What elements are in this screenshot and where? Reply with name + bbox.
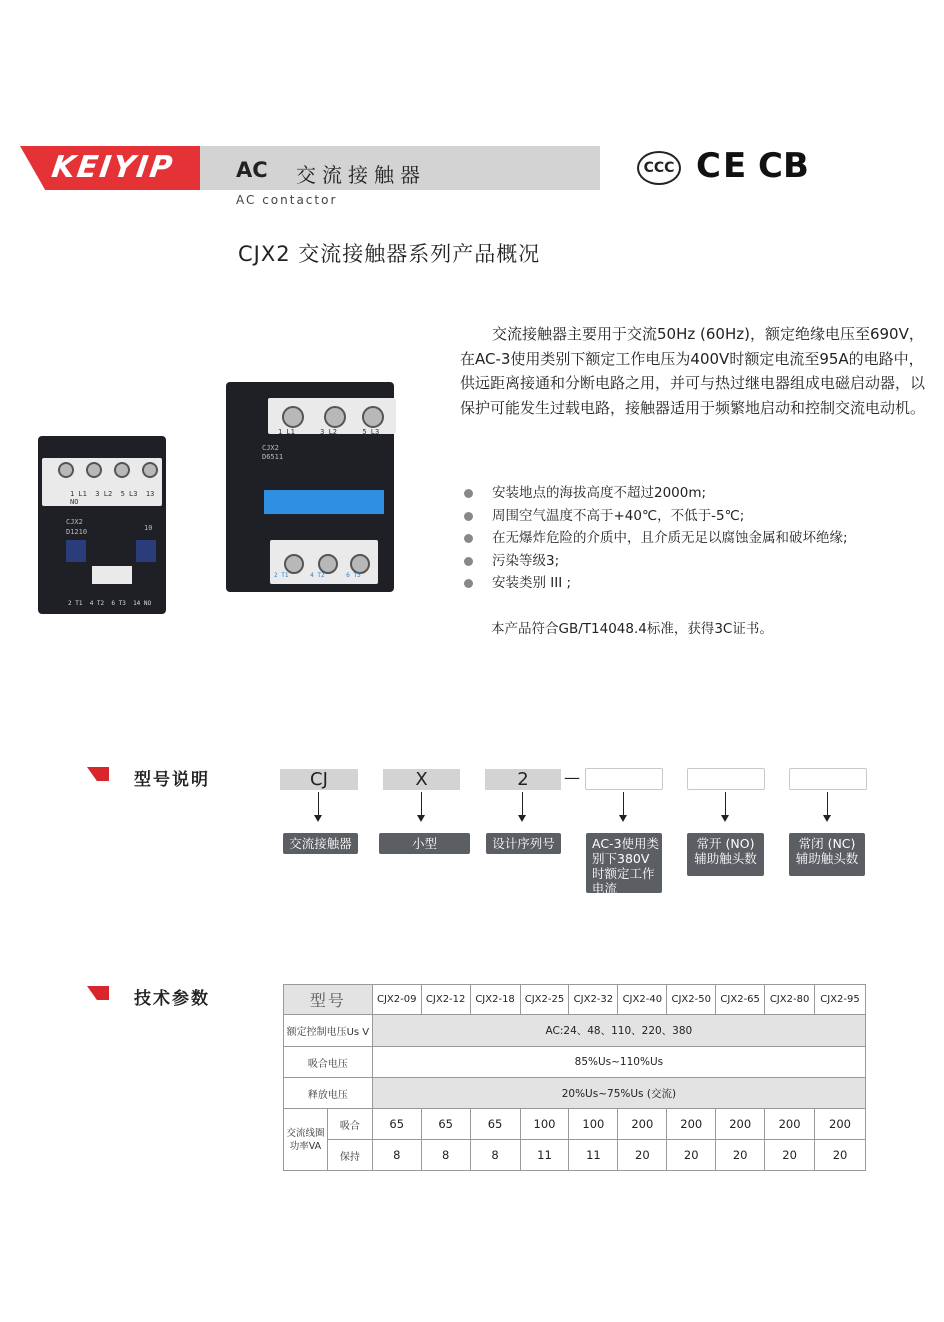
coil-pull-cell: 200 (618, 1109, 667, 1140)
table-row (284, 1047, 866, 1078)
bullet-icon (464, 557, 473, 566)
arrow-down-icon (721, 815, 729, 822)
bullet-icon (464, 534, 473, 543)
table-header-model: 型号 (284, 985, 373, 1015)
product-image-large (226, 382, 394, 592)
condition-text: 安装地点的海拔高度不超过2000m; (492, 485, 707, 501)
coil-hold-cell: 8 (470, 1140, 520, 1171)
coil-hold-cell: 20 (765, 1140, 815, 1171)
coil-hold-cell: 8 (372, 1140, 421, 1171)
table-row (284, 1109, 866, 1140)
large-terminal-top: 3 L2 (320, 428, 338, 436)
bullet-icon (464, 579, 473, 588)
table-row (284, 1015, 866, 1047)
coil-hold-cell: 20 (618, 1140, 667, 1171)
table-header-cell: CJX2-95 (815, 985, 866, 1015)
coil-pull-cell: 65 (470, 1109, 520, 1140)
list-item (464, 482, 934, 505)
condition-text: 周围空气温度不高于+40℃，不低于-5℃; (492, 507, 745, 524)
arrow-line (725, 792, 726, 816)
model-dash: — (564, 768, 580, 787)
list-item (464, 505, 934, 528)
cb-cert-icon: CB (758, 146, 809, 186)
large-terminal-bottom: 2 T1 (274, 572, 289, 579)
table-header-row (284, 985, 866, 1015)
large-terminal-bottom: 6 T3 (346, 572, 361, 579)
brand-logo: KEIYIP (49, 150, 177, 185)
product-image-small (38, 436, 166, 614)
list-item (464, 550, 934, 573)
standard-note: 本产品符合GB/T14048.4标准，获得3C证书。 (491, 621, 773, 637)
small-terminal-bottom: 2 T1 (68, 600, 83, 607)
table-header-cell: CJX2-80 (765, 985, 815, 1015)
model-code-cj: CJ (280, 769, 358, 790)
ccc-cert-label: CCC (643, 160, 675, 176)
header-ac-title-cn: 交流接触器 (296, 163, 426, 187)
row-label-control-voltage: 额定控制电压Us V (284, 1015, 373, 1047)
model-tag-nc-contacts: 常闭 (NC) 辅助触头数 (789, 833, 865, 876)
page-title: CJX2 交流接触器系列产品概况 (238, 242, 541, 266)
model-tag-small: 小型 (379, 833, 470, 854)
model-tag-current: AC-3使用类别下380V时额定工作电流 (586, 833, 662, 893)
coil-pull-cell: 65 (421, 1109, 470, 1140)
small-terminal-bottom: 14 NO (133, 600, 152, 607)
table-row (284, 1140, 866, 1171)
coil-pull-cell: 200 (667, 1109, 716, 1140)
arrow-down-icon (314, 815, 322, 822)
large-terminal-bottom: 4 T2 (310, 572, 325, 579)
small-product-aux: 10 (144, 524, 153, 532)
row-label-hold: 保持 (327, 1140, 372, 1171)
spec-table (283, 984, 866, 1171)
large-product-brand: CJX2 (262, 444, 279, 452)
tech-section-title: 技术参数 (134, 989, 210, 1009)
coil-hold-cell: 20 (716, 1140, 765, 1171)
coil-hold-cell: 11 (520, 1140, 569, 1171)
row-label-pull-in-voltage: 吸合电压 (284, 1047, 373, 1078)
table-header-cell: CJX2-50 (667, 985, 716, 1015)
small-terminal-top: 13 NO (70, 490, 155, 506)
row-label-release-voltage: 释放电压 (284, 1078, 373, 1109)
row-label-pull: 吸合 (327, 1109, 372, 1140)
section-marker-icon (87, 986, 109, 1000)
coil-pull-cell: 65 (372, 1109, 421, 1140)
ccc-cert-icon (637, 151, 681, 185)
list-item (464, 572, 934, 595)
conditions-list (464, 482, 934, 595)
coil-pull-cell: 200 (716, 1109, 765, 1140)
arrow-line (827, 792, 828, 816)
small-terminal-bottom: 4 T2 (89, 600, 105, 607)
section-marker-icon (87, 767, 109, 781)
header-ac-title: AC (236, 158, 268, 182)
model-section-title: 型号说明 (134, 770, 210, 790)
table-header-cell: CJX2-32 (569, 985, 618, 1015)
bullet-icon (464, 512, 473, 521)
bullet-icon (464, 489, 473, 498)
small-terminal-bottom: 6 T3 (111, 600, 126, 607)
coil-pull-cell: 100 (520, 1109, 569, 1140)
arrow-down-icon (417, 815, 425, 822)
arrow-down-icon (823, 815, 831, 822)
large-product-model: D6511 (262, 453, 284, 461)
model-tag-no-contacts: 常开 (NO) 辅助触头数 (687, 833, 764, 876)
row-value-control-voltage: AC:24、48、110、220、380 (372, 1015, 865, 1047)
condition-text: 安装类别 III ; (492, 575, 572, 591)
table-header-cell: CJX2-12 (421, 985, 470, 1015)
row-value-release-voltage: 20%Us~75%Us (交流) (372, 1078, 865, 1109)
header-ac-subtitle: AC contactor (236, 193, 338, 207)
arrow-line (623, 792, 624, 816)
coil-hold-cell: 20 (667, 1140, 716, 1171)
condition-text: 污染等级3; (492, 552, 560, 569)
model-code-current-slot (585, 768, 663, 790)
model-code-no-slot (687, 768, 765, 790)
table-header-cell: CJX2-25 (520, 985, 569, 1015)
model-code-nc-slot (789, 768, 867, 790)
table-header-cell: CJX2-18 (470, 985, 520, 1015)
coil-pull-cell: 200 (765, 1109, 815, 1140)
list-item (464, 527, 934, 550)
small-product-brand: CJX2 (66, 518, 83, 526)
model-code-2: 2 (485, 769, 561, 790)
small-terminal-top: 3 L2 (95, 490, 113, 498)
ce-cert-icon: CE (696, 146, 749, 186)
product-description: 交流接触器主要用于交流50Hz (60Hz)，额定绝缘电压至690V，在AC-3使用类别下额定工作电压为400V时额定电流至95A的电路中，供远距离接通和分断电路之用，并可与热过继电器组成电磁启动器，以保护可能发生过载电路，接触器适用于频繁地启动和控制交流电动机。 (460, 325, 926, 417)
arrow-line (421, 792, 422, 816)
model-tag-contactor: 交流接触器 (283, 833, 358, 854)
coil-pull-cell: 100 (569, 1109, 618, 1140)
model-code-x: X (383, 769, 460, 790)
coil-hold-cell: 11 (569, 1140, 618, 1171)
row-value-pull-in-voltage: 85%Us~110%Us (372, 1047, 865, 1078)
large-terminal-top: 5 L3 (362, 428, 380, 436)
small-terminal-top: 5 L3 (120, 490, 138, 498)
model-tag-series: 设计序列号 (486, 833, 561, 854)
arrow-down-icon (518, 815, 526, 822)
table-header-cell: CJX2-65 (716, 985, 765, 1015)
row-label-coil-power: 交流线圈功率VA (284, 1109, 328, 1171)
small-terminal-top: 1 L1 (70, 490, 87, 498)
arrow-line (522, 792, 523, 816)
table-header-cell: CJX2-40 (618, 985, 667, 1015)
arrow-down-icon (619, 815, 627, 822)
coil-hold-cell: 20 (815, 1140, 866, 1171)
small-product-model: D1210 (66, 528, 88, 536)
condition-text: 在无爆炸危险的介质中，且介质无足以腐蚀金属和破坏绝缘; (492, 530, 848, 546)
large-terminal-top: 1 L1 (278, 428, 295, 436)
arrow-line (318, 792, 319, 816)
table-header-cell: CJX2-09 (372, 985, 421, 1015)
table-row (284, 1078, 866, 1109)
coil-pull-cell: 200 (815, 1109, 866, 1140)
coil-hold-cell: 8 (421, 1140, 470, 1171)
